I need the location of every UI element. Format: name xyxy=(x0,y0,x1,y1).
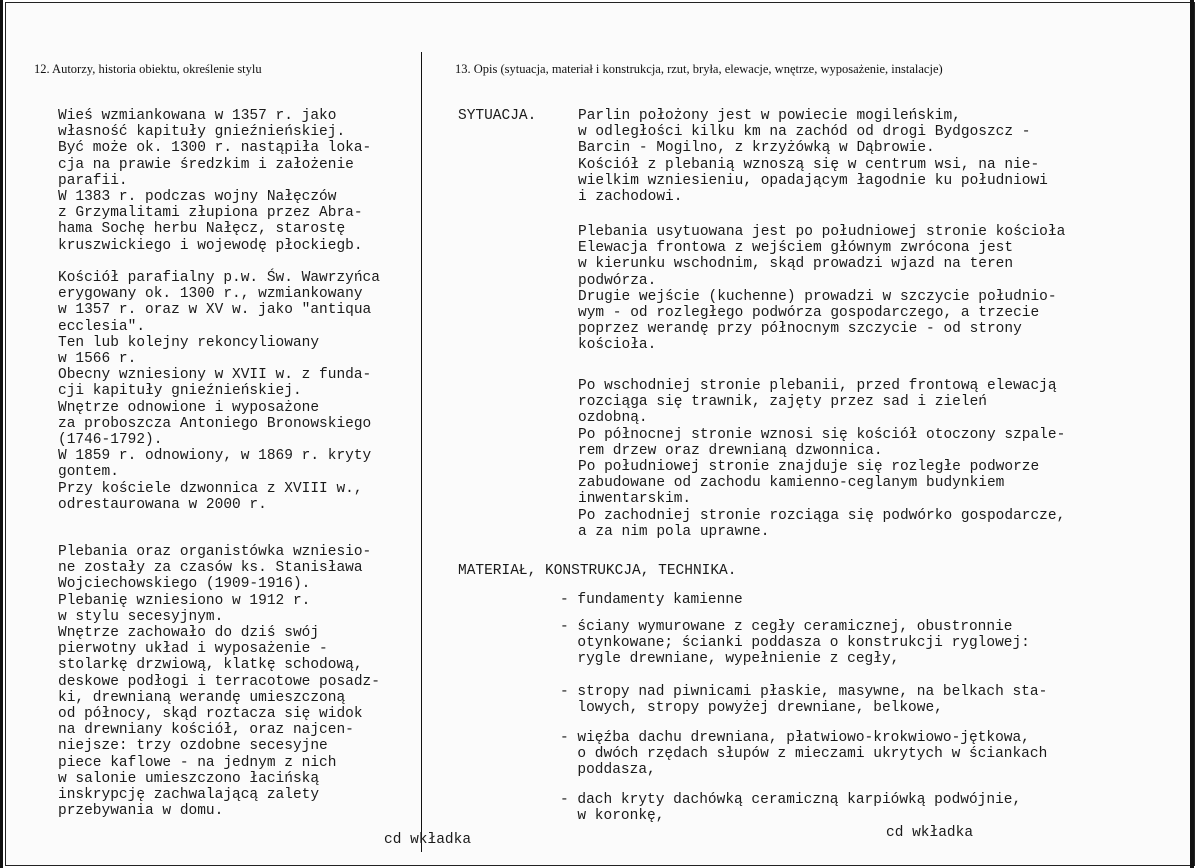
column-divider xyxy=(421,52,422,852)
left-continuation-note: cd wkładka xyxy=(384,832,472,848)
right-continuation-note: cd wkładka xyxy=(886,825,974,841)
left-section-header: 12. Autorzy, historia obiektu, określenie stylu xyxy=(34,62,262,76)
situation-paragraph-location: Parlin położony jest w powiecie mogileńskim, w odległości kilku km na zachód od drogi Bydgoszcz - Barcin - Mogilno, z krzyżówką w Dąbrowie. Kościół z plebanią wznoszą się w centrum wsi, na nie- wielkim wzniesieniu, opadającym łagodnie ku południowi i zachodowi. xyxy=(578,108,1048,206)
material-item-foundations: - fundamenty kamienne xyxy=(560,592,743,608)
scan-left-edge xyxy=(0,0,3,868)
situation-paragraph-surroundings: Po wschodniej stronie plebanii, przed frontową elewacją rozciąga się trawnik, zajęty przez sad i zieleń ozdobną. Po północnej stronie wznosi się kościół otoczony szpale- rem drzew oraz drewnianą dzwonnica. Po południowej stronie znajduje się rozległe podworze zabudowane od zachodu kamienno-ceglanym budynkiem inwentarskim. Po zachodniej stronie rozciąga się podwórko gospodarcze, a za nim pola uprawne. xyxy=(578,378,1066,540)
situation-paragraph-entrances: Plebania usytuowana jest po południowej stronie kościoła Elewacja frontowa z wejściem głównym zwrócona jest w kierunku wschodnim, skąd prowadzi wjazd na teren podwórza. Drugie wejście (kuchenne) prowadzi w szczycie południo- wym - od rozległego podwórza gospodarczego, a trzecie poprzez werandę przy północnym szczycie - od strony kościoła. xyxy=(578,224,1066,354)
material-item-roof-covering: - dach kryty dachówką ceramiczną karpiówką podwójnie, w koronkę, xyxy=(560,792,1022,825)
material-item-walls: - ściany wymurowane z cegły ceramicznej, obustronnie otynkowane; ścianki poddasza o konstrukcji ryglowej: rygle drewniane, wypełnienie z cegły, xyxy=(560,619,1030,668)
history-paragraph-rectory: Plebania oraz organistówka wzniesio- ne zostały za czasów ks. Stanisława Wojciechowskiego (1909-1916). Plebanię wzniesiono w 1912 r. w stylu secesyjnym. Wnętrze zachowało do dziś swój pierwotny układ i wyposażenie - stolarkę drzwiową, klatkę schodową, deskowe podłogi i terracotowe posadz- ki, drewnianą werandę umieszczoną od północy, skąd roztacza się widok na drewniany kościół, oraz najcen- niejsze: trzy ozdobne secesyjne piece kaflowe - na jednym z nich w salonie umieszczono łacińską inskrypcję zachwalającą zalety przebywania w domu. xyxy=(58,544,380,820)
material-item-roof-truss: - więźba dachu drewniana, płatwiowo-krokwiowo-jętkowa, o dwóch rzędach słupów z mieczami ukrytych w ściankach poddasza, xyxy=(560,730,1048,779)
history-paragraph-church: Kościół parafialny p.w. Św. Wawrzyńca erygowany ok. 1300 r., wzmiankowany w 1357 r. oraz w XV w. jako "antiqua ecclesia". Ten lub kolejny rekoncyliowany w 1566 r. Obecny wzniesiony w XVII w. z funda- cji kapituły gnieźnieńskiej. Wnętrze odnowione i wyposażone za proboszcza Antoniego Bronowskiego (1746-1792). W 1859 r. odnowiony, w 1869 r. kryty gontem. Przy kościele dzwonnica z XVIII w., odrestaurowana w 2000 r. xyxy=(58,270,380,513)
right-section-header: 13. Opis (sytuacja, materiał i konstrukcja, rzut, bryła, elewacje, wnętrze, wyposażenie, instalacje) xyxy=(455,62,943,76)
scan-right-edge xyxy=(1190,0,1194,868)
history-paragraph-village: Wieś wzmiankowana w 1357 r. jako własność kapituły gnieźnieńskiej. Być może ok. 1300 r. nastąpiła loka- cja na prawie średzkim i założenie parafii. W 1383 r. podczas wojny Nałęczów z Grzymalitami złupiona przez Abra- hama Sochę herbu Nałęcz, starostę kruszwickiego i wojewodę płockiegb. xyxy=(58,108,372,254)
material-item-ceilings: - stropy nad piwnicami płaskie, masywne, na belkach sta- lowych, stropy powyżej drewniane, belkowe, xyxy=(560,684,1048,717)
section-label-material: MATERIAŁ, KONSTRUKCJA, TECHNIKA. xyxy=(458,563,737,579)
section-label-situation: SYTUACJA. xyxy=(458,108,537,124)
